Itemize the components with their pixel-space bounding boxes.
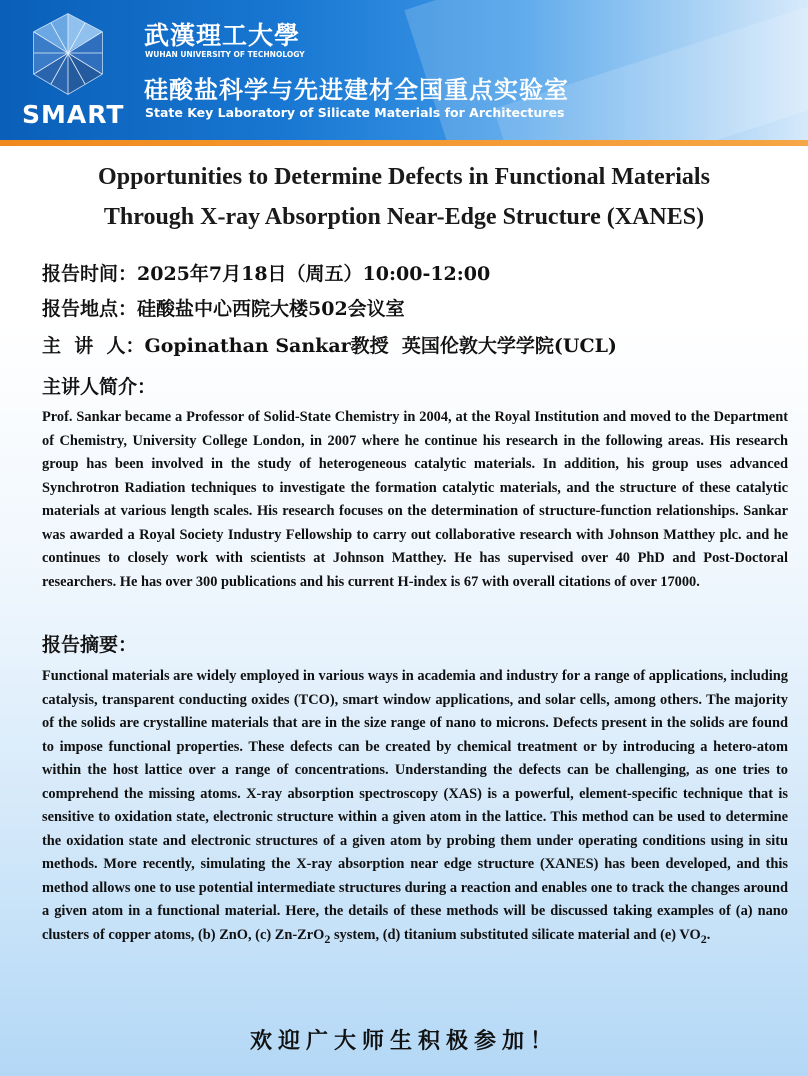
university-name-cn: 武漢理工大學: [144, 21, 301, 50]
talk-time-value: 2025年7月18日（周五）10:00-12:00: [137, 263, 491, 285]
speaker-value: Gopinathan Sankar教授 英国伦敦大学学院(UCL): [144, 335, 617, 357]
header-banner: [0, 0, 808, 140]
bio-heading: 主讲人简介：: [42, 376, 157, 398]
university-name-en: WUHAN UNIVERSITY OF TECHNOLOGY: [145, 50, 305, 59]
formula-vo2-subscript: 2: [700, 931, 707, 946]
abstract-main-text: Functional materials are widely employed in various ways in academia and industry for a range of applications, including catalysis, transparent conducting oxides (TCO), smart window applications, and solar cells, among others. The majority of the solids are crystalline materials that are in the size range of nano to microns. Defects present in the solids are found to impose functional properties. These defects can be created by chemical treatment or by introducing a hetero-atom within the host lattice over a range of concentrations. Understanding the defects can be challenging, as one tries to comprehend the missing atoms. X-ray absorption spectroscopy (XAS) is a powerful, element-specific technique that is sensitive to oxidation state, electronic structure within a given atom in the lattice. This method can be used to determine the oxidation state and electronic structures of a given atom by probing them under operating conditions using in situ methods. More recently, simulating the X-ray absorption near edge structure (XANES) has been developed, and this method allows one to use potential intermediate structures during a reaction and enables one to track the changes around a given atom in a functional material. Here, the details of these methods will be discussed taking examples of (a) nano clusters of copper atoms, (b) ZnO, (c): [42, 668, 788, 943]
smart-logo-text: SMART: [22, 100, 125, 129]
welcome-message: 欢迎广大师生积极参加！: [249, 1028, 558, 1054]
abstract-end-text: .: [706, 926, 711, 943]
smart-logo-icon: [28, 12, 108, 102]
talk-time: [42, 259, 490, 286]
header-divider: [0, 140, 808, 146]
talk-place-value: 硅酸盐中心西院大楼502会议室: [137, 298, 405, 320]
lab-name-en: State Key Laboratory of Silicate Materials for Architectures: [145, 105, 565, 120]
abstract-heading: 报告摘要：: [42, 634, 138, 656]
speaker-label: 主 讲 人：: [42, 335, 145, 357]
talk-place: [42, 294, 405, 321]
talk-time-label: 报告时间：: [42, 263, 138, 285]
formula-zn-zro2: Zn-ZrO$_2$: [274, 926, 331, 946]
talk-title-line-1: Opportunities to Determine Defects in Functional Materials: [98, 164, 710, 190]
talk-place-label: 报告地点：: [42, 298, 138, 320]
abstract-mid-text: system, (d) titanium substituted silicate material and (e) VO: [330, 926, 701, 943]
bio-text: Prof. Sankar became a Professor of Solid-State Chemistry in 2004, at the Royal Institution and moved to the Department of Chemistry, University College London, in 2007 where he continue his research in the following areas. His research group has been involved in the study of heterogeneous catalytic materials. In addition, his group uses advanced Synchrotron Radiation techniques to investigate the formation catalytic materials, and the structure of these catalytic materials at various length scales. His research focuses on the determination of structure-function relationships. Sankar was awarded a Royal Society Industry Fellowship to carry out collaborative research with Johnson Matthey plc. and he continues to closely work with scientists at Johnson Matthey. He has supervised over 40 PhD and Post-Doctoral researchers. He has over 300 publications and his current H-index is 67 with overall citations of over 17000.: [42, 409, 788, 590]
talk-speaker: [42, 331, 617, 358]
talk-title-line-2: Through X-ray Absorption Near-Edge Structure (XANES): [103, 204, 705, 230]
lab-name-cn: 硅酸盐科学与先进建材全国重点实验室: [144, 76, 569, 104]
abstract-text: [42, 665, 788, 951]
